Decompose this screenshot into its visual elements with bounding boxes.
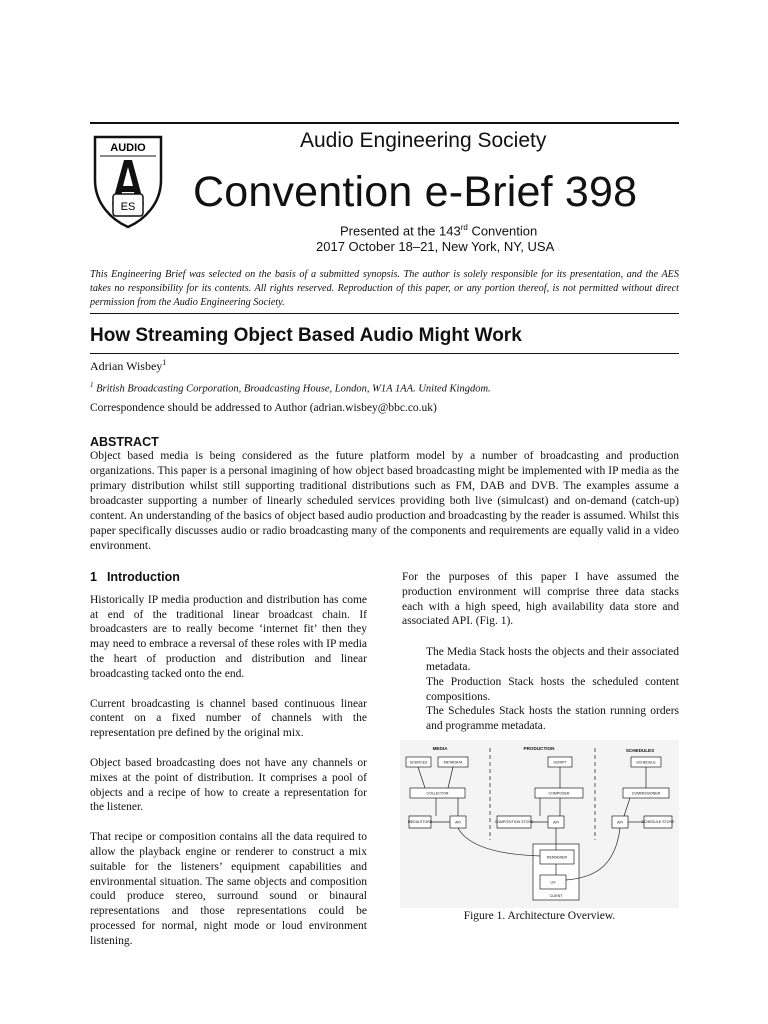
correspondence: Correspondence should be addressed to Author (adrian.wisbey@bbc.co.uk) [90,402,437,414]
title-rule-bottom [90,353,679,354]
paragraph: Historically IP media production and distribution has come at end of the traditional linear broadcast chain. If broadcasters are to really become ‘internet fit’ then they may need to embrace a reversal of these roles with IP media the heart of production and distribution and linear broadcasting tacked onto the end. [90,593,367,680]
stack-item: The Schedules Stack hosts the station running orders and programme metadata. [426,705,679,733]
paper-title: How Streaming Object Based Audio Might Work [90,325,522,346]
fig-schedule-label: SCHEDULE [636,760,656,765]
convention-date: 2017 October 18–21, New York, NY, USA [316,239,555,254]
fig-production-label: PRODUCTION [523,746,555,751]
fig-composer-label: COMPOSER [548,791,570,796]
fig-api-label: API [553,820,559,825]
fig-composition-store-label: COMPOSITION STORE [494,820,534,824]
left-column [90,570,367,964]
fig-collector-label: COLLECTOR [426,791,449,796]
logo-top-text: AUDIO [110,142,146,154]
paragraph: Current broadcasting is channel based continuous linear content on a fixed number of channels with the representation pre defined by the original mix. [90,697,367,740]
paragraph: Object based broadcasting does not have any channels or mixes at the point of distribution. It comprises a pool of objects and a recipe of how to create a representation for the listener. [90,756,367,814]
abstract-body: Object based media is being considered as the future platform model by a number of broadcasting and production organizations. This paper is a personal imagining of how object based broadcasting might be implemented with IP media as the primary distribution whilst still supporting traditional distributions such as FM, DAB and DVB. The examples assume a broadcaster supporting a number of linearly scheduled services providing both live (simulcast) and on-demand (catch-up) content. An understanding of the basics of object based audio production and broadcasting by the reader is assumed. Whilst this paper specifically discusses audio or radio broadcasting many of the components and requirements are equally valid in a video environment. [90,450,679,552]
convention-title: Convention e-Brief 398 [193,168,638,216]
paragraph: For the purposes of this paper I have assumed the production environment will comprise three data stacks each with a high speed, high availability data store and associated API. (Fig. 1). [402,571,679,628]
top-rule [90,122,679,124]
fig-sources-label: SOURCES [409,760,428,765]
fig-api-label: API [617,820,623,825]
fig-media-label: MEDIA [432,746,448,751]
stack-item: The Production Stack hosts the scheduled content compositions. [426,675,679,703]
fig-commissioner-label: COMMISSIONER [631,791,661,796]
disclaimer: This Engineering Brief was selected on the basis of a submitted synopsis. The author is solely responsible for its presentation, and the AES takes no responsibility for its contents. All rights reserved. Reproduction of this paper, or any portion thereof, is not permitted without direct permission from the Audio Engineering Society. [90,269,679,308]
fig-script-label: SCRIPT [553,760,567,765]
society-name: Audio Engineering Society [300,129,547,152]
fig-client-label: CLIENT [549,894,563,898]
fig-schedules-label: SCHEDULES [625,748,655,753]
right-column [402,570,679,734]
presented-line: Presented at the 143rd Convention [340,223,538,239]
affiliation: $^1$ British Broadcasting Corporation, Broadcasting House, London, W1A 1AA. United Kingdom. [90,381,491,395]
abstract-heading: ABSTRACT [90,435,159,449]
architecture-figure [400,740,679,908]
logo-bottom-text: ES [120,201,136,213]
fig-renderer-label: RENDERER [546,855,568,860]
section-heading: 1 Introduction [90,570,180,584]
fig-metadata-label: METADATA [443,760,463,765]
fig-ux-label: UX [550,880,556,885]
fig-media-store-label: MEDIA STORE [407,820,433,824]
paragraph: That recipe or composition contains all the data required to allow the playback engine or renderer to construct a mix suitable for the listeners’ equipment capabilities and environmental situation. The same objects and composition could produce stereo, surround sound or binaural representations and those representations could be processed for normal, night mode or loud environment listening. [90,831,367,947]
author: Adrian Wisbey$^1$ [90,358,167,373]
fig-api-label: API [455,820,461,825]
title-rule-top [90,313,679,314]
aes-logo [92,134,164,230]
stack-item: The Media Stack hosts the objects and their associated metadata. [426,646,679,673]
fig-schedule-store-label: SCHEDULE STORE [641,820,675,824]
figure-caption: Figure 1. Architecture Overview. [463,910,616,922]
